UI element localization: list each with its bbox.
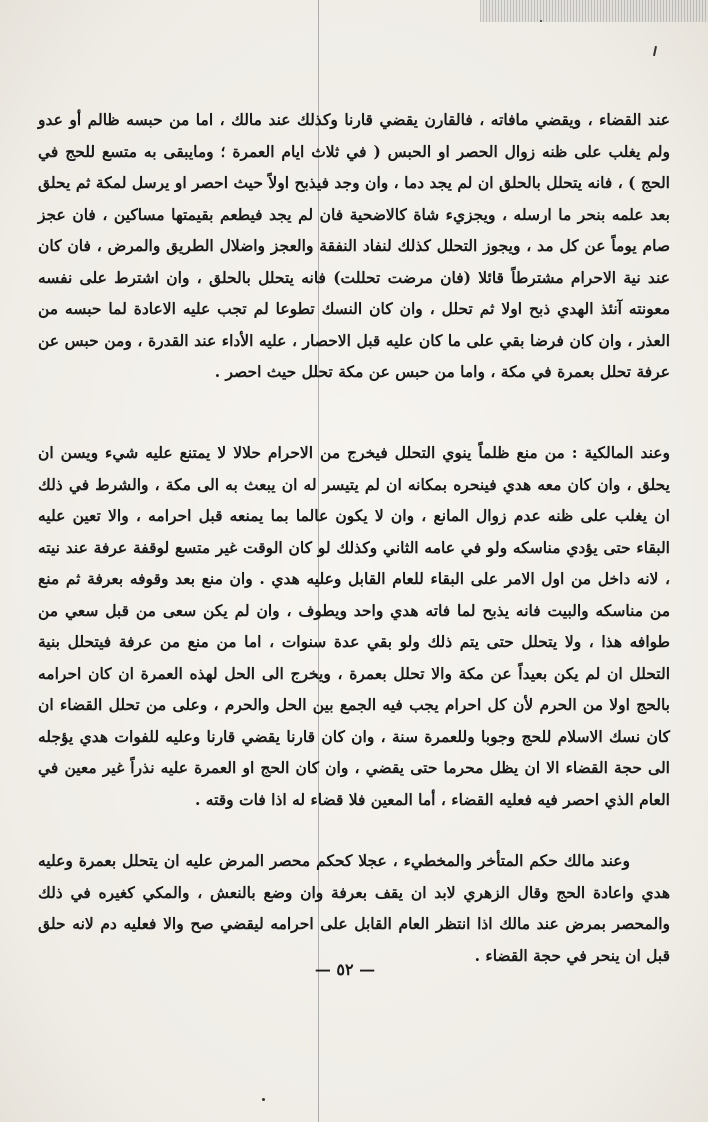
text-block-2 xyxy=(38,437,670,815)
paragraph-2 xyxy=(38,437,670,815)
paragraph-2-body: من منع ظلماً ينوي التحلل فيخرج من الاحرام حلالا لا يمتنع عليه شيء ويسن ان يحلق ، وان كان معه هدي فينحره بمكانه ان لم يتيسر له ان يبعث به الى مكة ، والشرط في ذلك ان يغلب على ظنه عدم زوال المانع ، وان لا يكون عالما بما يمنعه قبل احرامه ، والا تعين عليه البقاء حتى يؤدي مناسكه ولو في عامه الثاني وكذلك لو كان الوقت غير متسع لوقفة عرفة عند نيته ، لانه داخل من اول الامر على البقاء للعام القابل وعليه هدي . وان منع بعد وقوفه بعرفة ثم منع من مناسكه والبيت فانه يذبح لما فاته هدي واحد ويطوف ، وان لم يكن سعى من قبل سعي من طوافه هذا ، ولا يتحلل حتى يتم ذلك ولو بقي عدة سنوات ، اما من منع من عرفة فيتحلل بنية التحلل ان لم يكن بعيداً عن مكة والا تحلل بعمرة ، ويخرج الى الحل لهذه العمرة ان كان احرامه بالحج اولا من الحرم لأن كل احرام يجب فيه الجمع بين الحل والحرم ، وعلى من تحلل القضاء ان كان نسك الاسلام للحج وجوبا وللعمرة سنة ، وان كان قارنا يقضي قارنا وعليه للفوات هدي يؤجله الى حجة القضاء الا ان يظل محرما حتى يقضي ، وان كان الحج او العمرة عليه نذراً غير معين في العام الذي احصر فيه فعليه القضاء ، أما المعين فلا قضاء له اذا فات وقته . xyxy=(38,443,670,809)
speck xyxy=(540,20,542,22)
page-number: — ٥٢ — xyxy=(314,960,376,979)
paragraph-3: وعند مالك حكم المتأخر والمخطيء ، عجلا كحكم محصر المرض عليه ان يتحلل بعمرة وعليه هدي واعادة الحج وقال الزهري لابد ان يقف بعرفة وان وضع بالنعش ، والمكي كغيره في ذلك والمحصر بمرض عند مالك اذا انتظر العام القابل على احرامه ليقضي صح والا فعليه دم لانه حلق قبل ان ينحر في حجة القضاء . xyxy=(38,851,670,965)
paragraph-2-heading: وعند المالكية : xyxy=(571,443,670,462)
text-block-1 xyxy=(38,104,670,388)
paragraph-1: عند القضاء ، ويقضي مافاته ، فالقارن يقضي قارنا وكذلك عند مالك ، اما من حبسه ظالم أو عدو ولم يغلب على ظنه زوال الحصر او الحبس ( في ثلاث ايام العمرة ؛ ومايبقى به متسع للحج في الحج ) ، فانه يتحلل بالحلق ان لم يجد دما ، وان وجد فيذبح اولاً حيث احصر او يرسل لمكة ثم يحلق بعد علمه بنحر ما ارسله ، ويجزيء شاة كالاضحية فان لم يجد فيطعم بقيمتها مساكين ، فان عجز صام يوماً عن كل مد ، ويجوز التحلل كذلك لنفاد النفقة والعجز واضلال الطريق والمرض ، فان كان عند نية الاحرام مشترطاً قائلا (فان مرضت تحللت) فانه يتحلل بالحلق ، وان اشترط على نفسه معونته آنئذ الهدي ذبح اولا ثم تحلل ، وان كان النسك تطوعا لم تجب عليه الاعادة لما حبسه من العذر ، وان كان فرضا بقي على ما كان عليه قبل الاحصار ، عليه الأداء عند القدرة ، ومن حبس عن عرفة تحلل بعمرة في مكة ، واما من حبس عن مكة تحلل حيث احصر . xyxy=(38,110,670,381)
ink-mark xyxy=(653,46,657,56)
speck xyxy=(262,1098,265,1101)
scan-noise xyxy=(480,0,708,22)
text-block-3 xyxy=(38,845,670,971)
